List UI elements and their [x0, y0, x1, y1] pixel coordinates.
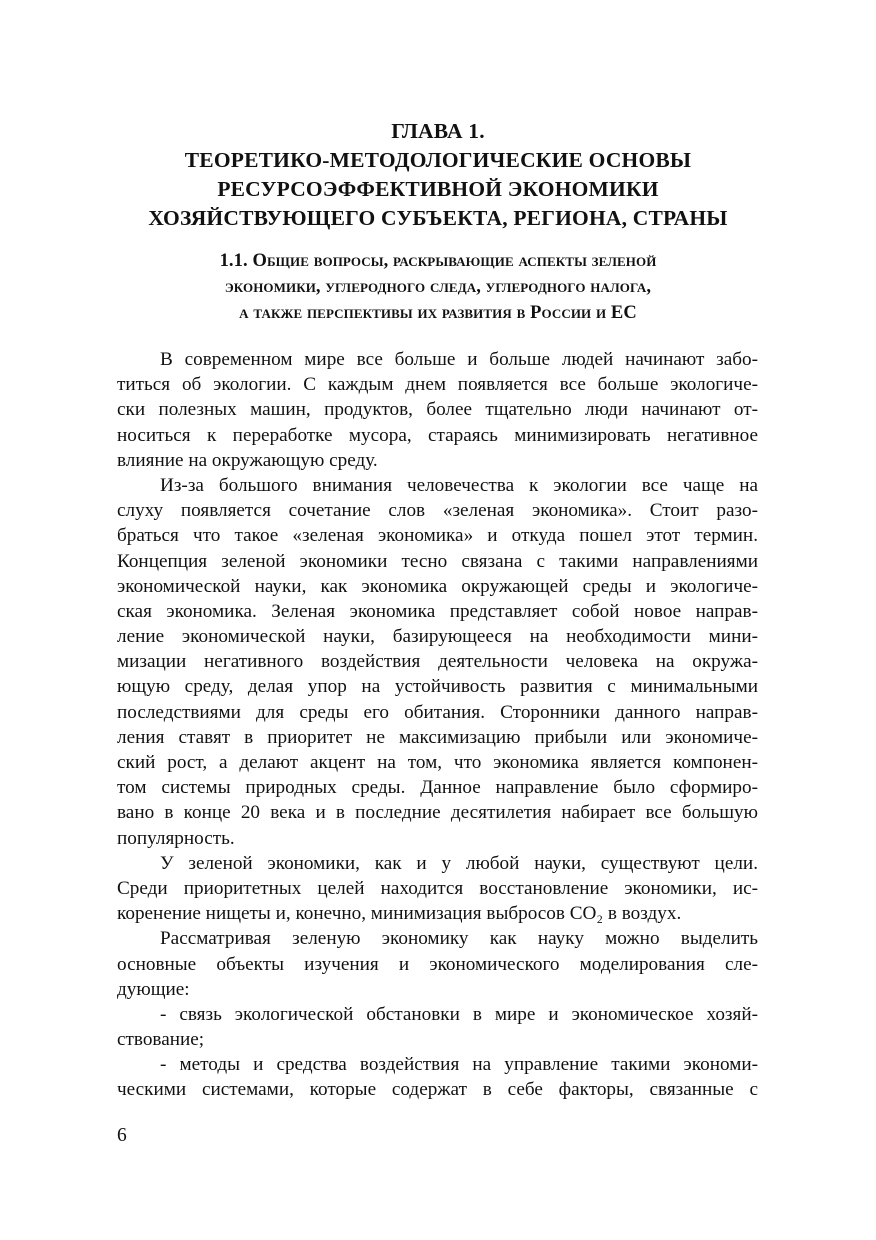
text-line: ющую среду, делая упор на устойчивость развития с минимальными [117, 676, 758, 698]
text-line: Из-за большого внимания человечества к экологии все чаще на [160, 474, 758, 496]
text-line: носиться к переработке мусора, стараясь минимизировать негативное [117, 424, 758, 446]
text-line: мизации негативного воздействия деятельности человека на окружа- [117, 651, 758, 673]
page-number: 6 [117, 1125, 127, 1146]
text-line: дующие: [117, 978, 190, 1000]
text-line: У зеленой экономики, как и у любой науки, существуют цели. [160, 852, 758, 874]
section-title-line-2: экономики, углеродного следа, углеродного налога, [224, 277, 652, 297]
chapter-heading [100, 117, 776, 233]
text-line: титься об экологии. С каждым днем появляется все больше экологиче- [117, 374, 758, 396]
list-item-line: ствование; [117, 1029, 205, 1051]
text-line: коренение нищеты и, конечно, минимизация выбросов CO₂ в воздух. [117, 903, 682, 925]
text-line: ски полезных машин, продуктов, более тщательно люди начинают от- [117, 399, 758, 421]
body-text [117, 347, 758, 1103]
text-line: браться что такое «зеленая экономика» и откуда пошел этот термин. [117, 525, 758, 547]
text-line: том системы природных среды. Данное направление было сформиро- [117, 777, 758, 799]
text-line: Рассматривая зеленую экономику как науку можно выделить [160, 928, 758, 950]
section-title-line-3: а также перспективы их развития в России и ЕС [239, 303, 637, 323]
section-title-line-1: 1.1. Общие вопросы, раскрывающие аспекты зеленой [219, 251, 657, 271]
text-line: Концепция зеленой экономики тесно связана с такими направлениями [117, 550, 758, 572]
chapter-title-line-3: ХОЗЯЙСТВУЮЩЕГО СУБЪЕКТА, РЕГИОНА, СТРАНЫ [148, 206, 728, 230]
text-line: ская экономика. Зеленая экономика представляет собой новое направ- [117, 600, 758, 622]
list-item-line: - связь экологической обстановки в мире и экономическое хозяй- [160, 1003, 758, 1025]
text-line: экономической науки, как экономика окружающей среды и экологиче- [117, 575, 758, 597]
text-line: вано в конце 20 века и в последние десятилетия набирает все большую [117, 802, 758, 824]
section-heading [100, 248, 776, 326]
text-line: ления ставят в приоритет не максимизацию прибыли или экономиче- [117, 726, 758, 748]
list-item-line: - методы и средства воздействия на управление такими экономи- [160, 1054, 758, 1076]
chapter-title-line-1: ТЕОРЕТИКО-МЕТОДОЛОГИЧЕСКИЕ ОСНОВЫ [184, 148, 692, 172]
chapter-number: ГЛАВА 1. [391, 119, 485, 143]
chapter-title-line-2: РЕСУРСОЭФФЕКТИВНОЙ ЭКОНОМИКИ [217, 177, 659, 201]
text-line: последствиями для среды его обитания. Сторонники данного направ- [117, 701, 758, 723]
text-line: слуху появляется сочетание слов «зеленая экономика». Стоит разо- [117, 500, 758, 522]
text-line: ский рост, а делают акцент на том, что экономика является компонен- [117, 752, 758, 773]
list-item-line: ческими системами, которые содержат в себе факторы, связанные с [117, 1079, 758, 1101]
text-line: В современном мире все больше и больше людей начинают забо- [160, 349, 758, 370]
text-line: влияние на окружающую среду. [117, 449, 378, 471]
text-line: основные объекты изучения и экономического моделирования сле- [117, 953, 758, 975]
text-line: популярность. [117, 827, 235, 849]
text-line: ление экономической науки, базирующееся на необходимости мини- [117, 626, 758, 648]
text-line: Среди приоритетных целей находится восстановление экономики, ис- [117, 877, 758, 899]
